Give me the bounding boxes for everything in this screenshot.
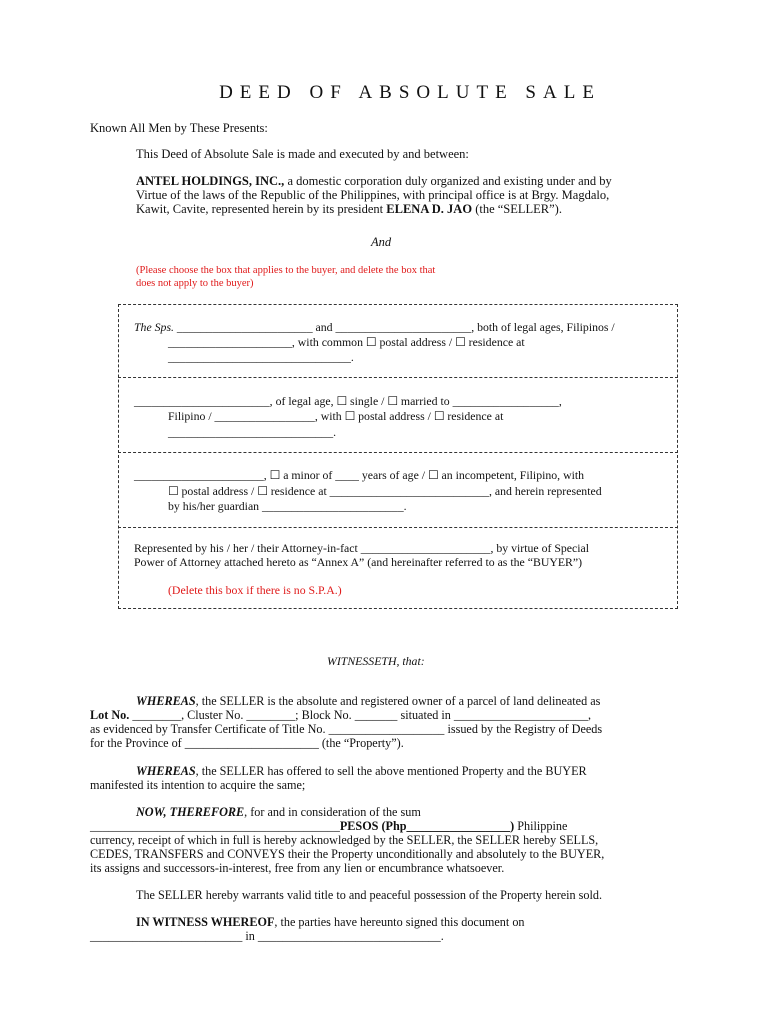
whereas1-line-3: as evidenced by Transfer Certificate of Title No. ___________________ issued by the Registry of Deeds [90,722,603,736]
seller-name: ANTEL HOLDINGS, INC., [136,174,285,188]
in-witness-lead: IN WITNESS WHEREOF [136,915,275,929]
witnesseth-heading: WITNESSETH, that: [327,654,425,668]
seller-line-2: Virtue of the laws of the Republic of the Philippines, with principal office is at Brgy. Magdalo, [136,188,610,202]
minor-line-3: by his/her guardian ________________________. [168,499,407,513]
now-therefore-line-3: currency, receipt of which in full is hereby acknowledged by the SELLER, the SELLER hereby SELLS, [90,833,599,847]
whereas2-line-1 [136,764,587,778]
now-therefore-line-4: CEDES, TRANSFERS and CONVEYS their the Property unconditionally and absolutely to the BUYER, [90,847,605,861]
single-line-3: ____________________________. [168,425,337,439]
whereas1-line2-text: ________, Cluster No. ________; Block No. _______ situated in ______________________, [129,708,592,722]
attorney-delete-note: (Delete this box if there is no S.P.A.) [168,583,342,597]
seller-line3-b: (the “SELLER”). [472,202,562,216]
attorney-line-1: Represented by his / her / their Attorney-in-fact ______________________, by virtue of Special [134,541,590,555]
seller-line-3 [136,202,562,216]
seller-line1-text: a domestic corporation duly organized and existing under and by [284,174,612,188]
spouses-line1-text: _______________________ and _______________________, both of legal ages, Filipinos / [173,320,615,334]
and-label: And [371,235,392,249]
now-therefore-line-1 [136,805,421,819]
buyer-options-divider-3 [118,527,678,528]
buyer-options-divider-1 [118,377,678,378]
seller-line-1 [136,174,612,188]
in-witness-line-2: _________________________ in ______________________________. [90,929,444,943]
single-line-1: _______________________, of legal age, ☐ single / ☐ married to __________________, [134,394,562,408]
instruction-line-2: does not apply to the buyer) [136,278,254,289]
instruction-line-1: (Please choose the box that applies to the buyer, and delete the box that [136,265,436,276]
pesos-label: PESOS (Php_________________) [339,819,515,833]
whereas1-line-2 [90,708,591,722]
now-therefore-line-5: its assigns and successors-in-interest, free from any lien or encumbrance whatsoever. [90,861,505,875]
whereas2-line-2: manifested its intention to acquire the same; [90,778,306,792]
whereas2-lead: WHEREAS [136,764,196,778]
now-therefore-line1-text: , for and in consideration of the sum [244,805,421,819]
spouses-line-1 [134,320,615,334]
minor-line-2: ☐ postal address / ☐ residence at ___________________________, and herein represented [168,484,602,498]
intro-text: Known All Men by These Presents: [90,121,268,135]
spouses-label: The Sps. [134,320,174,334]
whereas1-line-1 [136,694,678,708]
buyer-options-divider-2 [118,452,678,453]
made-between-text: This Deed of Absolute Sale is made and executed by and between: [136,147,469,161]
document-title: DEED OF ABSOLUTE SALE [219,82,601,103]
minor-line-1: ______________________, ☐ a minor of ____ years of age / ☐ an incompetent, Filipino, with [134,468,585,482]
now-therefore-line-2 [90,819,567,833]
whereas1-line-4: for the Province of ______________________ (the “Property”). [90,736,404,750]
philippine-text: Philippine [514,819,568,833]
sum-blank: _________________________________________ [90,819,340,833]
in-witness-line-1 [136,915,525,929]
warranty-text: The SELLER hereby warrants valid title to and peaceful possession of the Property herein sold. [136,888,603,902]
whereas1-lead: WHEREAS [136,694,196,708]
whereas1-line1-text: , the SELLER is the absolute and registered owner of a parcel of land delineated as [195,694,601,708]
lot-label: Lot No. [90,708,130,722]
in-witness-line1-text: , the parties have hereunto signed this document on [274,915,525,929]
seller-line3-a: Kawit, Cavite, represented herein by its president [136,202,387,216]
seller-president: ELENA D. JAO [386,202,473,216]
spouses-line-3: _______________________________. [168,350,354,364]
now-therefore-lead: NOW, THEREFORE [136,805,245,819]
whereas2-line1-text: , the SELLER has offered to sell the above mentioned Property and the BUYER [195,764,587,778]
single-line-2: Filipino / _________________, with ☐ postal address / ☐ residence at [168,409,504,423]
attorney-line-2: Power of Attorney attached hereto as “Annex A” (and hereinafter referred to as the “BUYER”) [134,555,583,569]
spouses-line-2: _____________________, with common ☐ postal address / ☐ residence at [168,335,525,349]
